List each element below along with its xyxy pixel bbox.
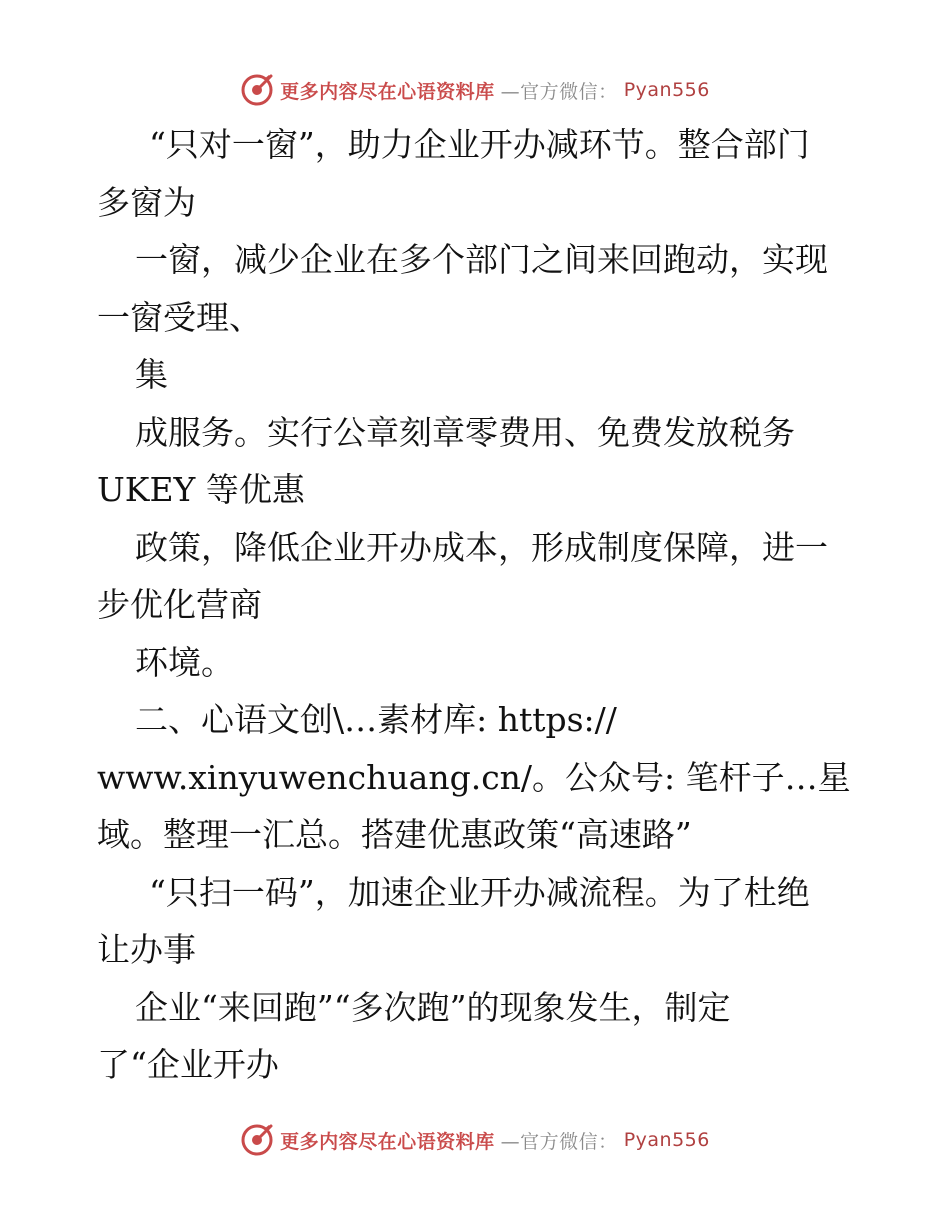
text-line: UKEY 等优惠	[97, 470, 305, 509]
watermark-wechat-id: Pyan556	[623, 79, 710, 101]
text-line: 让办事	[97, 930, 196, 969]
text-line: 了“企业开办	[97, 1045, 279, 1084]
text-line: 企业“来回跑”“多次跑”的现象发生，制定	[135, 987, 731, 1027]
watermark-wechat-id: Pyan556	[623, 1129, 710, 1151]
text-line: 一窗受理、	[97, 297, 262, 337]
text-line: “只对一窗”，助力企业开办减环节。整合部门	[149, 125, 810, 164]
text-line: 一窗，减少企业在多个部门之间来回跑动，实现	[135, 240, 828, 279]
text-line: 二、心语文创\…素材库: https://	[135, 700, 617, 739]
watermark-separator: —官方微信：	[500, 80, 618, 103]
watermark-title: 更多内容尽在心语资料库	[280, 80, 495, 103]
document-body	[97, 116, 877, 1094]
text-line: 政策，降低企业开办成本，形成制度保障，进一	[135, 527, 828, 567]
text-line: 成服务。实行公章刻章零费用、免费发放税务	[135, 412, 795, 452]
text-line: 域。整理一汇总。搭建优惠政策“高速路”	[97, 815, 692, 854]
text-line: 环境。	[135, 642, 234, 682]
watermark-separator: —官方微信：	[500, 1130, 618, 1153]
text-line: www.xinyuwenchuang.cn/。公众号: 笔杆子…星	[97, 757, 851, 797]
header-watermark	[0, 70, 950, 110]
watermark-title: 更多内容尽在心语资料库	[280, 1130, 495, 1153]
footer-watermark	[0, 1120, 950, 1160]
text-line: 多窗为	[97, 182, 196, 222]
brush-circle-icon	[240, 73, 274, 107]
text-line: 集	[135, 355, 168, 394]
text-line: “只扫一码”，加速企业开办减流程。为了杜绝	[149, 872, 810, 912]
brush-circle-icon	[240, 1123, 274, 1157]
text-line: 步优化营商	[97, 585, 262, 624]
